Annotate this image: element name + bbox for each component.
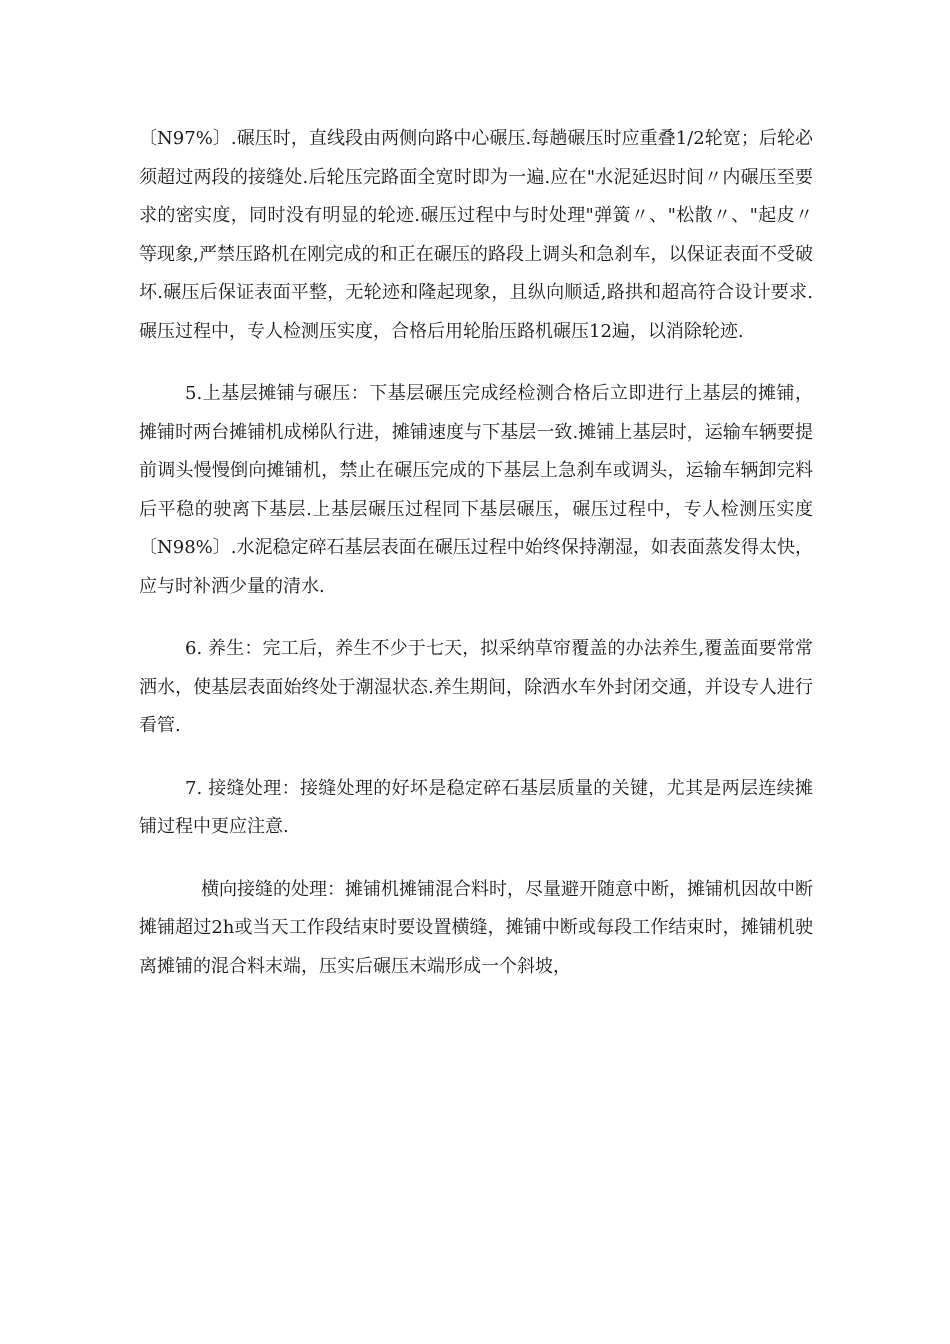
paragraph-curing: 6. 养生：完工后，养生不少于七天，拟采纳草帘覆盖的办法养生,覆盖面要常常洒水，使基层表面始终处于潮湿状态.养生期间，除洒水车外封闭交通，并设专人进行看管.	[139, 638, 813, 736]
paragraph-upper-base-paving: 5.上基层摊铺与碾压：下基层碾压完成经检测合格后立即进行上基层的摊铺，摊铺时两台摊铺机成梯队行进，摊铺速度与下基层一致.摊铺上基层时，运输车辆要提前调头慢慢倒向摊铺机，禁止在碾压完成的下基层上急刹车或调头，运输车辆卸完料后平稳的驶离下基层.上基层碾压过程同下基层碾压，碾压过程中，专人检测压实度〔N98%〕.水泥稳定碎石基层表面在碾压过程中始终保持潮湿，如表面蒸发得太快，应与时补洒少量的清水.	[139, 383, 813, 597]
paragraph-joint-treatment: 7. 接缝处理：接缝处理的好坏是稳定碎石基层质量的关键，尤其是两层连续摊铺过程中更应注意.	[139, 777, 813, 837]
document-body	[139, 120, 813, 1010]
paragraph-transverse-joint: 横向接缝的处理：摊铺机摊铺混合料时，尽量避开随意中断，摊铺机因故中断摊铺超过2h或当天工作段结束时要设置横缝，摊铺中断或每段工作结束时，摊铺机驶离摊铺的混合料末端，压实后碾压末端形成一个斜坡，	[139, 878, 813, 977]
paragraph-compaction-continued: 〔N97%〕.碾压时，直线段由两侧向路中心碾压.每趟碾压时应重叠1/2轮宽；后轮必须超过两段的接缝处.后轮压完路面全宽时即为一遍.应在"水泥延迟时间〃内碾压至要求的密实度，同时没有明显的轮迹.碾压过程中与时处理"弹簧〃、"松散〃、"起皮〃等现象,严禁压路机在刚完成的和正在碾压的路段上调头和急刹车，以保证表面不受破坏.碾压后保证表面平整，无轮迹和隆起现象，且纵向顺适,路拱和超高符合设计要求.碾压过程中，专人检测压实度，合格后用轮胎压路机碾压12遍，以消除轮迹.	[139, 128, 813, 342]
